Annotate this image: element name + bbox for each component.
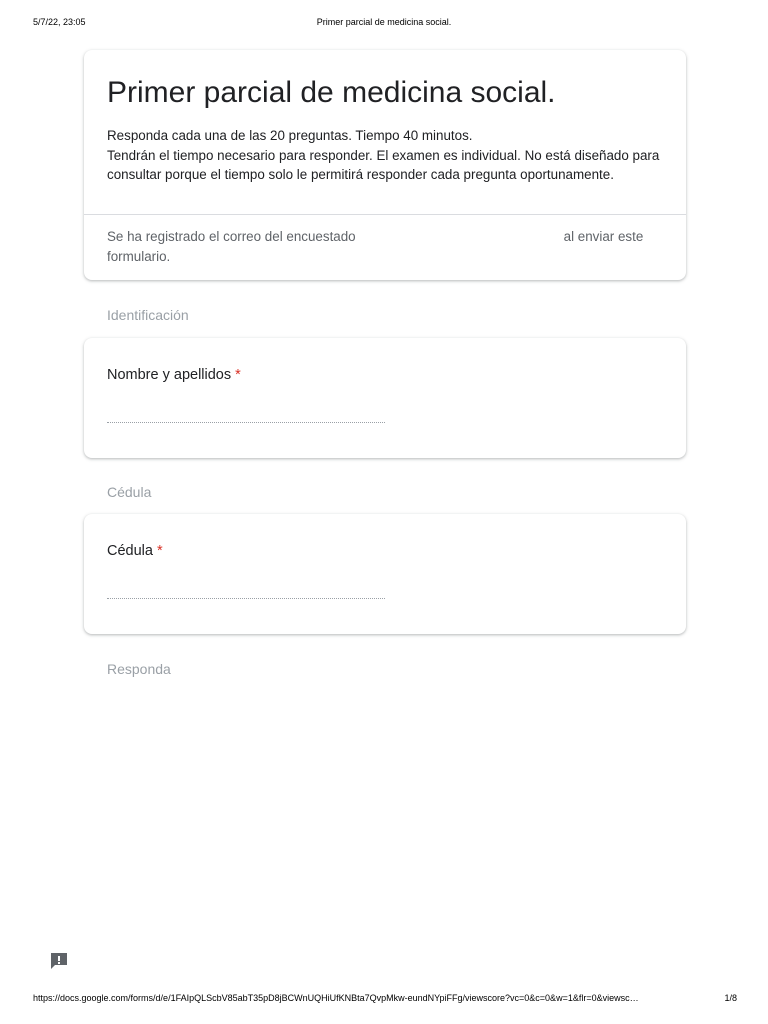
feedback-icon[interactable] [49, 951, 69, 971]
section-title-responda: Responda [107, 661, 171, 677]
answer-field-nombre [107, 421, 385, 423]
question-label-text: Cédula [107, 543, 153, 559]
email-note-start: Se ha registrado el correo del encuestado [107, 229, 356, 244]
print-header [0, 17, 768, 33]
form-title: Primer parcial de medicina social. [107, 76, 556, 109]
question-card-nombre [84, 338, 686, 458]
form-description [107, 126, 677, 185]
print-page-title: Primer parcial de medicina social. [316, 17, 452, 27]
question-label [107, 543, 163, 559]
print-footer [0, 993, 768, 1007]
section-title-cedula: Cédula [107, 484, 152, 500]
required-asterisk: * [235, 367, 241, 383]
question-label [107, 367, 241, 383]
form-header-card [84, 50, 686, 280]
question-label-text: Nombre y apellidos [107, 367, 232, 383]
page-number: 1/8 [724, 993, 737, 1003]
question-card-cedula [84, 514, 686, 634]
answer-field-cedula [107, 597, 385, 599]
email-note-end: al enviar este formulario. [107, 229, 644, 264]
required-asterisk: * [156, 543, 163, 559]
feedback-icon-glyph [49, 951, 69, 971]
email-recorded-note [107, 227, 667, 266]
section-title-identificacion: Identificación [107, 307, 189, 323]
form-description-line-1: Responda cada una de las 20 preguntas. Tiempo 40 minutos. [107, 128, 473, 143]
form-description-line-2: Tendrán el tiempo necesario para responder. El examen es individual. No está diseñado para consultar porque el tiempo solo le permitirá responder cada pregunta oportunamente. [107, 147, 660, 182]
divider [84, 214, 686, 215]
page-url: https://docs.google.com/forms/d/e/1FAIpQLScbV85abT35pD8jBCWnUQHiUfKNBta7QvpMkw-eundNYpiFFg/viewscore?vc=0&c=0&w=1&flr=0&viewsc… [33, 993, 639, 1003]
print-datetime: 5/7/22, 23:05 [33, 17, 86, 27]
